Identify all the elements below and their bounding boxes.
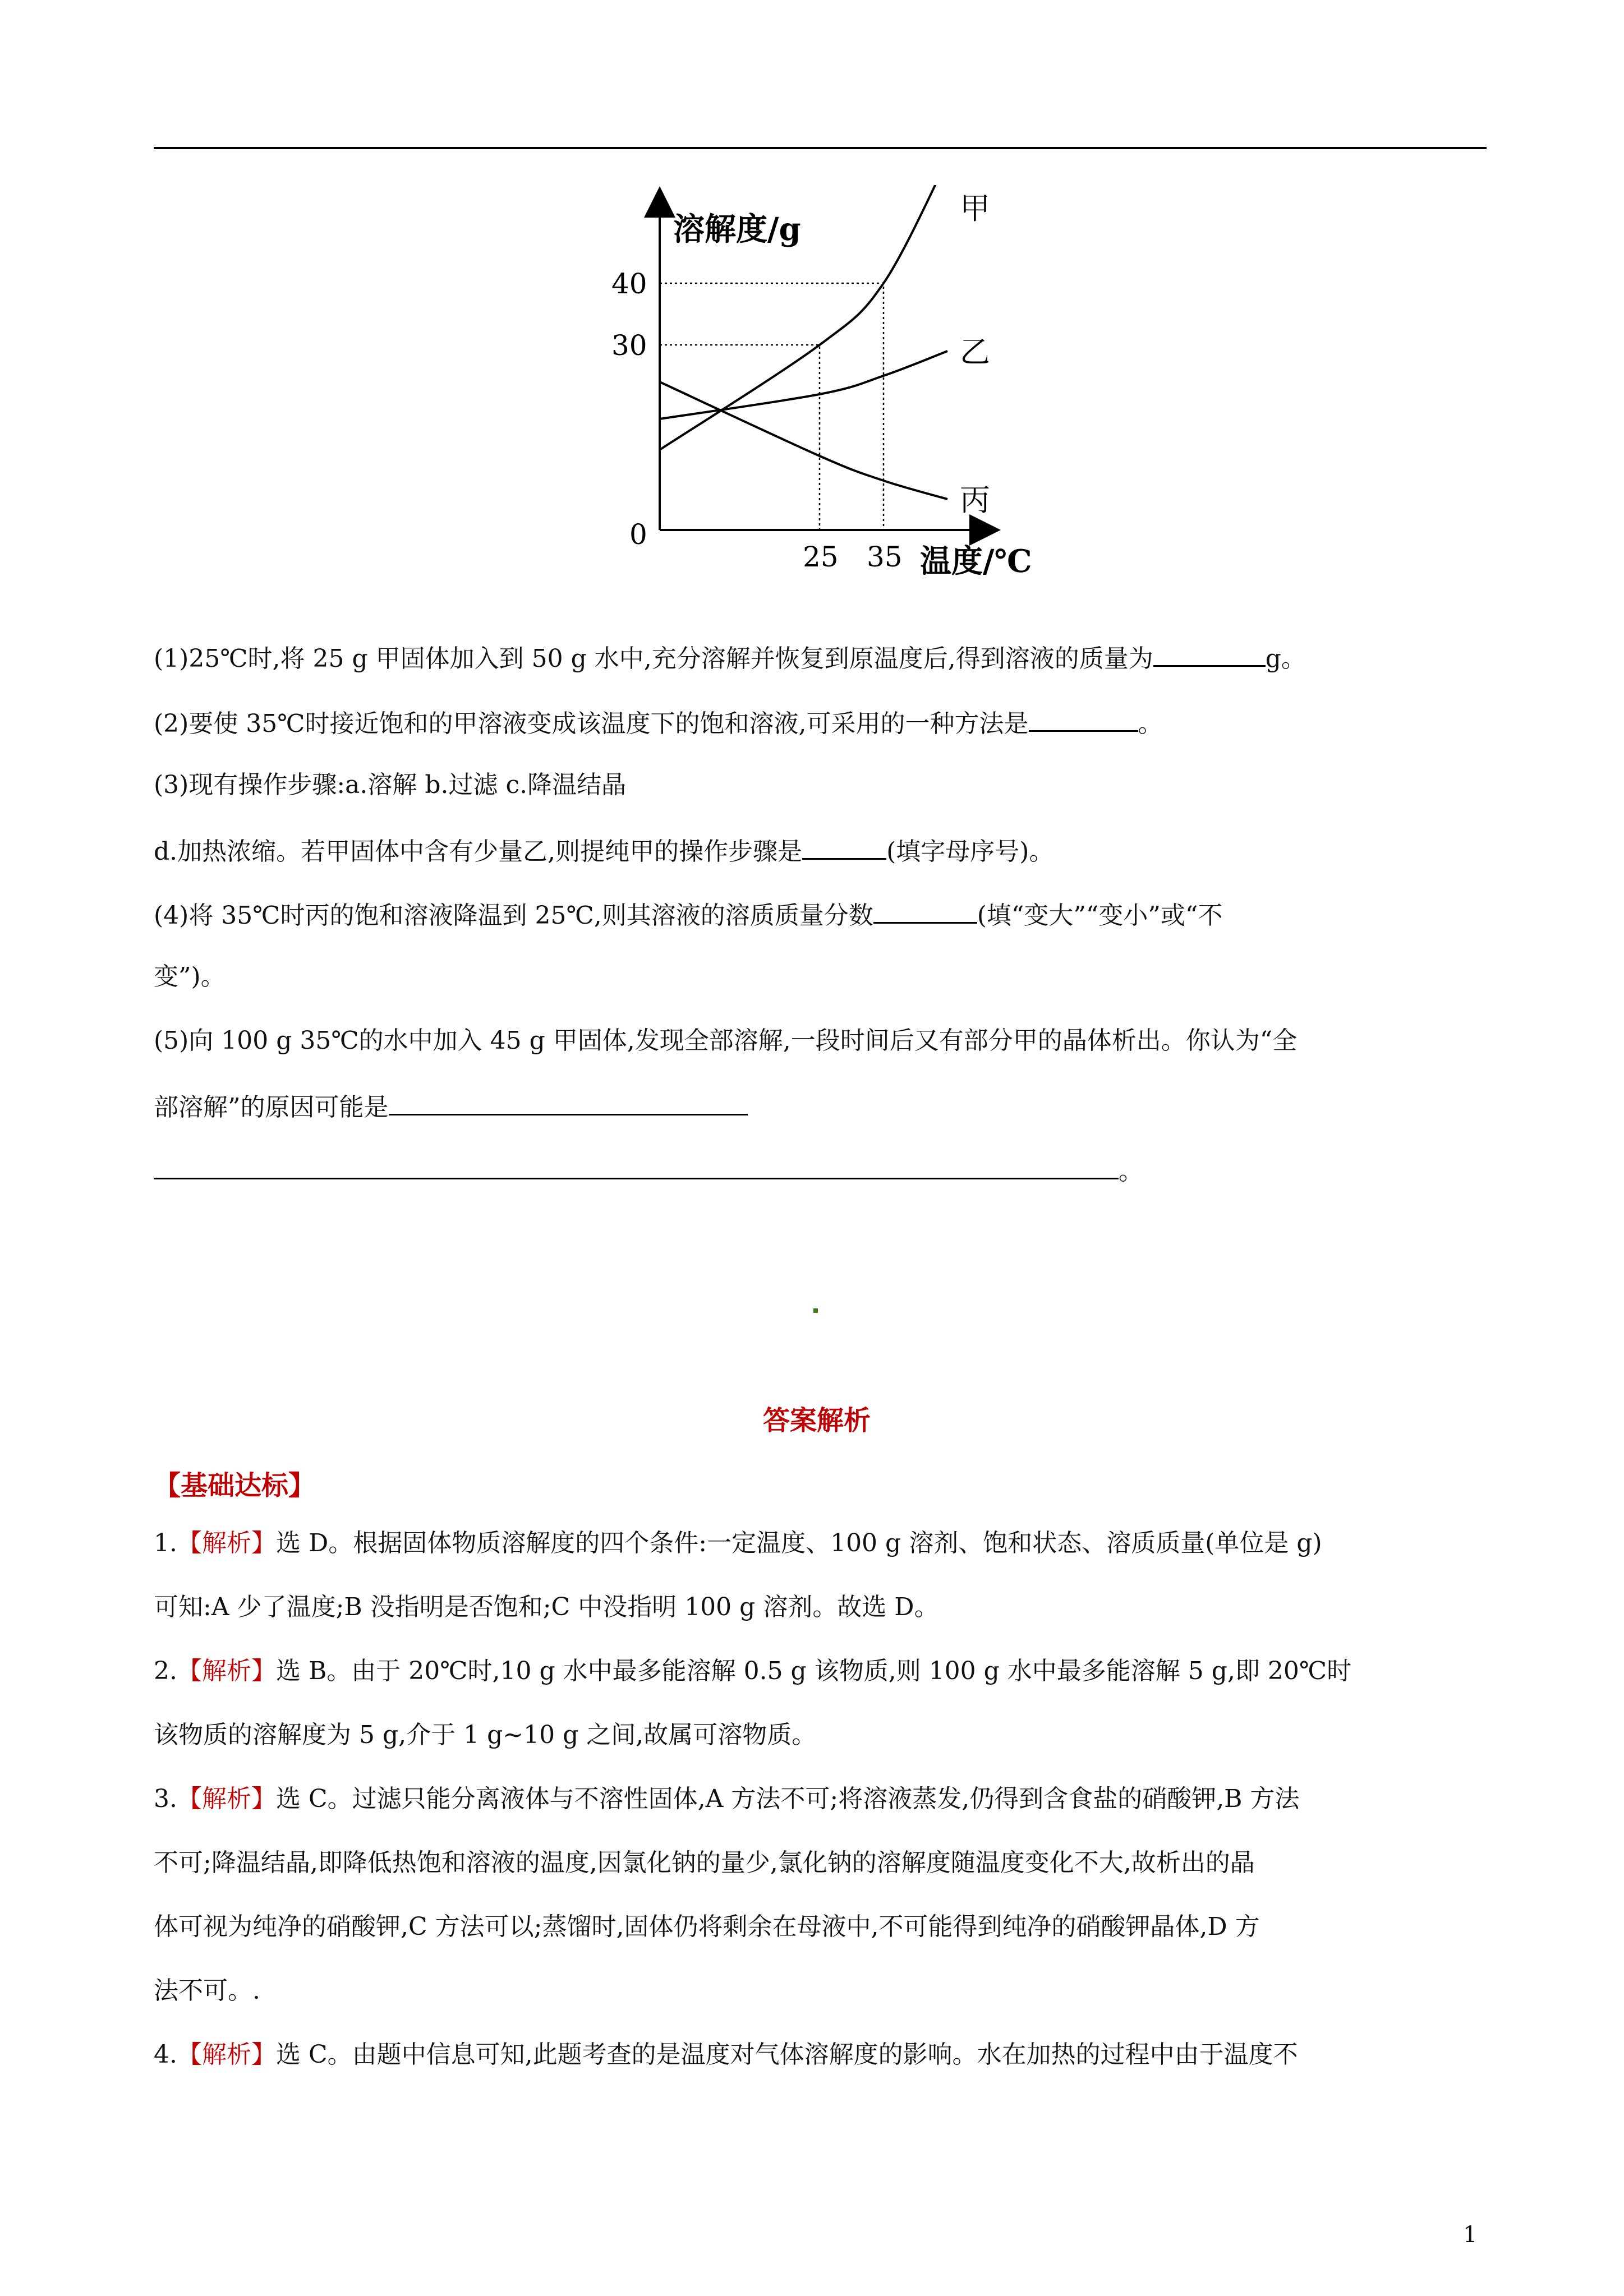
answer-blank-5b[interactable] [154,1152,1119,1179]
answer-3-line-2: 不可;降温结晶,即降低热饱和溶液的温度,因氯化钠的量少,氯化钠的溶解度随温度变化不大,故析出的晶 [154,1848,1255,1877]
series-label-1: 甲 [960,191,990,226]
question-3b [154,832,1053,869]
answer-2-line-1 [154,1654,1351,1688]
question-4a [154,896,1222,933]
answer-4-line-1 [154,2038,1298,2072]
analysis-tag: 【解析】 [177,1785,276,1813]
page-number: 1 [1463,2222,1478,2248]
answer-1-line-1 [154,1527,1322,1560]
header-rule [154,147,1487,149]
section-heading: 【基础达标】 [154,1470,316,1501]
y-tick-label-1: 30 [611,329,647,362]
answer-4-text-1: 选 C。由题中信息可知,此题考查的是温度对气体溶解度的影响。水在加热的过程中由于温度不 [275,2040,1298,2069]
x-tick-label-2: 35 [867,541,903,573]
question-2-text: (2)要使 35℃时接近饱和的甲溶液变成该温度下的饱和溶液,可采用的一种方法是 [154,709,1029,738]
answer-3-text-1: 选 C。过滤只能分离液体与不溶性固体,A 方法不可;将溶液蒸发,仍得到含食盐的硝酸钾,B 方法 [275,1785,1300,1813]
answer-1-text-1: 选 D。根据固体物质溶解度的四个条件:一定温度、100 g 溶剂、饱和状态、溶质质量(单位是 g) [275,1529,1322,1557]
question-3a: (3)现有操作步骤:a.溶解 b.过滤 c.降温结晶 [154,771,627,799]
question-2 [154,704,1163,741]
answer-3-line-1 [154,1782,1300,1816]
question-1-text: (1)25℃时,将 25 g 甲固体加入到 50 g 水中,充分溶解并恢复到原温度后,得到溶液的质量为 [154,644,1153,673]
answer-4-number: 4. [154,2040,177,2069]
reference-lines [660,283,884,530]
question-4b: 变”)。 [154,962,226,991]
question-2-end: 。 [1138,709,1163,738]
question-5b-text: 部溶解”的原因可能是 [154,1093,389,1122]
question-5c-end: 。 [1119,1157,1143,1186]
answer-blank-4[interactable] [873,896,977,924]
answer-2-line-2: 该物质的溶解度为 5 g,介于 1 g~10 g 之间,故属可溶物质。 [154,1721,817,1749]
answer-1-number: 1. [154,1529,177,1557]
analysis-tag: 【解析】 [177,2040,276,2069]
question-3b-text: d.加热浓缩。若甲固体中含有少量乙,则提纯甲的操作步骤是 [154,837,803,866]
origin-label: 0 [629,518,647,551]
answer-3-line-4: 法不可。. [154,1976,260,2005]
solubility-chart [595,185,1066,597]
analysis-tag: 【解析】 [177,1657,276,1685]
series-line-3 [660,382,947,499]
question-5c [154,1152,1143,1188]
y-tick-label-2: 40 [611,268,647,300]
reference-line-1 [660,345,820,530]
axis-labels [611,191,1032,580]
question-4a-end: (填“变大”“变小”或“不 [977,901,1223,930]
answer-2-text-1: 选 B。由于 20℃时,10 g 水中最多能溶解 0.5 g 该物质,则 100 g 水中最多能溶解 5 g,即 20℃时 [275,1657,1352,1685]
question-4a-text: (4)将 35℃时丙的饱和溶液降温到 25℃,则其溶液的溶质质量分数 [154,901,873,930]
answer-2-number: 2. [154,1657,177,1685]
answer-3-number: 3. [154,1785,177,1813]
question-1 [154,639,1306,676]
answer-blank-3[interactable] [802,832,886,860]
question-5b [154,1088,748,1124]
x-tick-label-1: 25 [803,541,839,573]
question-1-end: g。 [1265,644,1306,673]
answer-3-line-3: 体可视为纯净的硝酸钾,C 方法可以;蒸馏时,固体仍将剩余在母液中,不可能得到纯净的硝酸钾晶体,D 方 [154,1912,1260,1941]
analysis-tag: 【解析】 [177,1529,276,1557]
answer-1-line-2: 可知:A 少了温度;B 没指明是否饱和;C 中没指明 100 g 溶剂。故选 D。 [154,1593,939,1621]
reference-line-2 [660,283,884,530]
series-line-2 [660,351,947,419]
series-label-3: 丙 [960,482,990,518]
stray-dot [813,1308,818,1313]
x-axis-label: 温度/℃ [920,543,1032,580]
answer-blank-2[interactable] [1029,704,1138,732]
question-3b-end: (填字母序号)。 [886,837,1054,866]
question-5a: (5)向 100 g 35℃的水中加入 45 g 甲固体,发现全部溶解,一段时间后又有部分甲的晶体析出。你认为“全 [154,1026,1298,1055]
series-label-2: 乙 [960,334,990,370]
answer-title: 答案解析 [763,1405,871,1436]
y-axis-label: 溶解度/g [673,211,801,248]
answer-blank-5a[interactable] [389,1088,748,1115]
answer-blank-1[interactable] [1153,639,1266,667]
